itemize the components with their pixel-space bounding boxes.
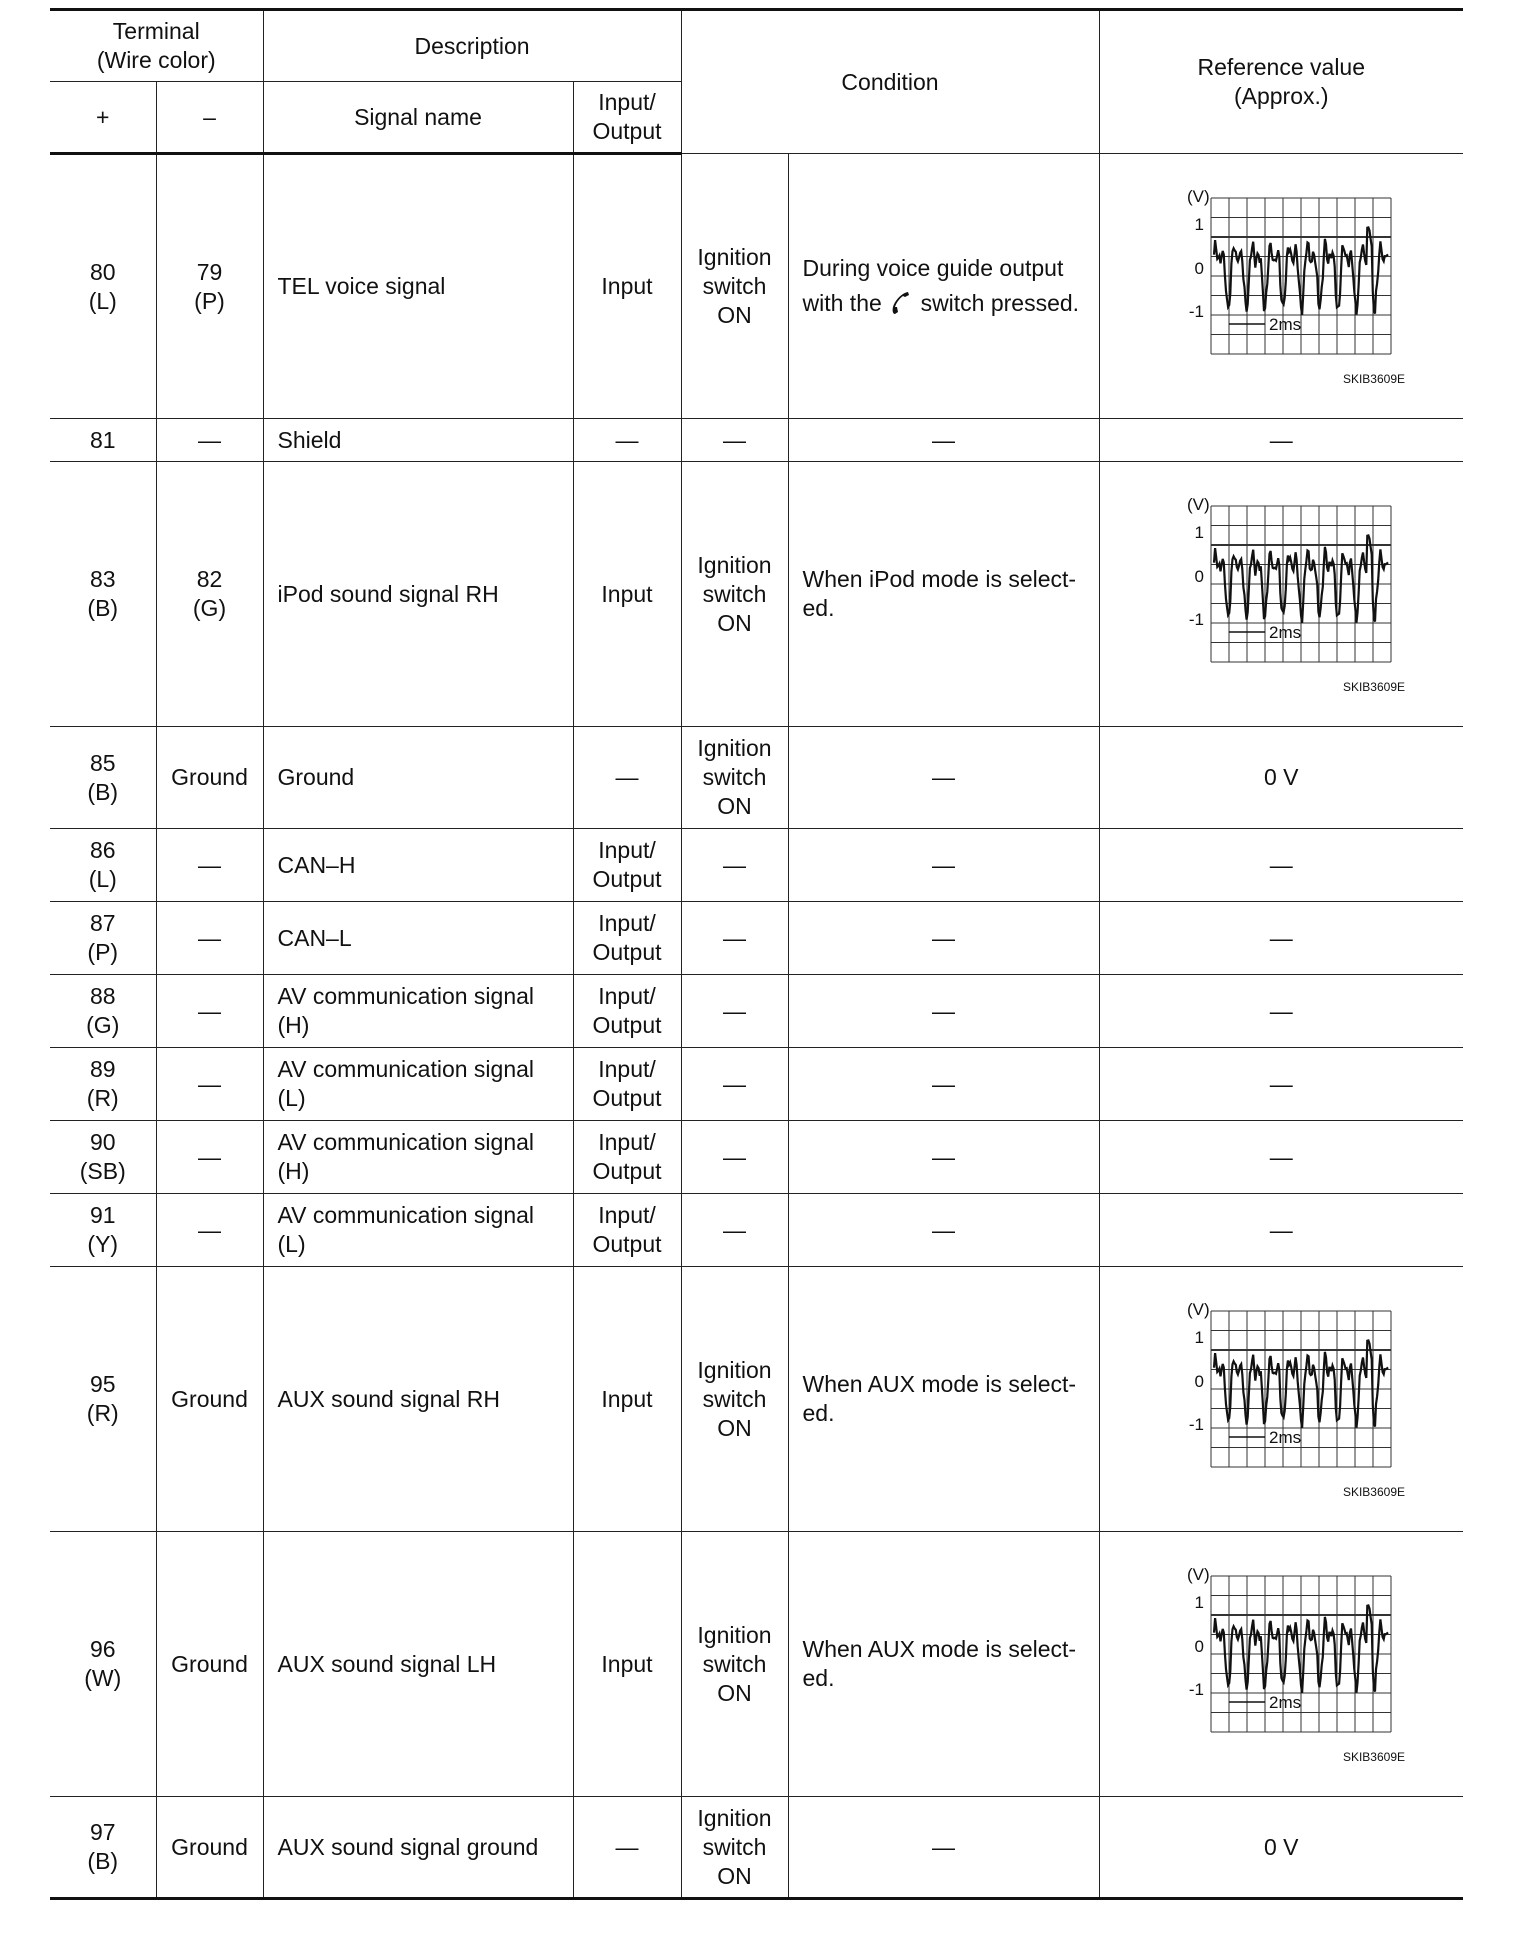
plus-terminal: 86 (L) (50, 829, 156, 902)
condition-detail: When iPod mode is select- ed. (788, 462, 1099, 727)
minus-terminal: — (156, 419, 263, 462)
condition-detail: — (788, 727, 1099, 829)
oscilloscope-waveform (1141, 1291, 1421, 1501)
y-tick-label: 0 (1194, 1636, 1205, 1656)
io-header: Input/ Output (573, 82, 681, 154)
minus-terminal: Ground (156, 727, 263, 829)
plus-terminal: 88 (G) (50, 975, 156, 1048)
condition-detail: — (788, 1797, 1099, 1899)
table-row (50, 1194, 1463, 1267)
waveform-figure (1141, 1556, 1421, 1766)
table-row (50, 1532, 1463, 1797)
signal-name: CAN–L (263, 902, 573, 975)
minus-terminal: Ground (156, 1267, 263, 1532)
table-row (50, 1797, 1463, 1899)
time-scale-label: 2ms (1269, 622, 1302, 642)
reference-value: — (1099, 902, 1463, 975)
waveform-figure (1141, 486, 1421, 696)
signal-name-header: Signal name (263, 82, 573, 154)
io-value: — (573, 419, 681, 462)
condition-switch: — (681, 1194, 788, 1267)
table-row (50, 419, 1463, 462)
minus-header: – (156, 82, 263, 154)
reference-value: — (1099, 1194, 1463, 1267)
condition-switch: Ignition switch ON (681, 1797, 788, 1899)
description-header: Description (263, 10, 681, 82)
condition-detail: — (788, 1194, 1099, 1267)
condition-switch: — (681, 829, 788, 902)
condition-detail: — (788, 1048, 1099, 1121)
signal-name: AUX sound signal LH (263, 1532, 573, 1797)
waveform-figure (1141, 178, 1421, 388)
condition-detail: — (788, 975, 1099, 1048)
condition-detail: During voice guide output with the switch pressed. (788, 154, 1099, 419)
time-scale-label: 2ms (1269, 1427, 1302, 1447)
table-row (50, 154, 1463, 419)
table-row (50, 829, 1463, 902)
y-tick-label: -1 (1189, 609, 1205, 629)
minus-terminal: — (156, 1048, 263, 1121)
io-value: Input (573, 1532, 681, 1797)
reference-value: — (1099, 1048, 1463, 1121)
figure-code: SKIB3609E (1343, 1484, 1406, 1499)
io-value: Input/ Output (573, 975, 681, 1048)
y-tick-label: -1 (1189, 1414, 1205, 1434)
table-row (50, 462, 1463, 727)
y-tick-label: 0 (1194, 258, 1205, 278)
y-tick-label: 0 (1194, 566, 1205, 586)
terminal-header: Terminal (Wire color) (50, 10, 263, 82)
io-value: Input/ Output (573, 1194, 681, 1267)
io-value: — (573, 727, 681, 829)
figure-code: SKIB3609E (1343, 679, 1406, 694)
reference-value-header: Reference value (Approx.) (1099, 10, 1463, 154)
figure-code: SKIB3609E (1343, 1749, 1406, 1764)
signal-name: AUX sound signal RH (263, 1267, 573, 1532)
reference-value: 0 V (1099, 727, 1463, 829)
reference-waveform (1099, 1267, 1463, 1532)
io-value: Input (573, 1267, 681, 1532)
unit-label: (V) (1187, 494, 1210, 514)
signal-name: Shield (263, 419, 573, 462)
plus-terminal: 90 (SB) (50, 1121, 156, 1194)
minus-terminal: — (156, 1121, 263, 1194)
condition-switch: Ignition switch ON (681, 462, 788, 727)
condition-switch: Ignition switch ON (681, 1267, 788, 1532)
io-value: Input (573, 462, 681, 727)
condition-switch: — (681, 975, 788, 1048)
y-tick-label: -1 (1189, 301, 1205, 321)
y-tick-label: 1 (1194, 1592, 1205, 1612)
minus-terminal: — (156, 902, 263, 975)
condition-switch: Ignition switch ON (681, 1532, 788, 1797)
signal-name: AV communication signal (H) (263, 975, 573, 1048)
condition-switch: — (681, 1048, 788, 1121)
signal-name: Ground (263, 727, 573, 829)
table-row (50, 727, 1463, 829)
reference-value: — (1099, 975, 1463, 1048)
minus-terminal: — (156, 829, 263, 902)
signal-name: AUX sound signal ground (263, 1797, 573, 1899)
plus-terminal: 95 (R) (50, 1267, 156, 1532)
table-row (50, 1121, 1463, 1194)
plus-terminal: 83 (B) (50, 462, 156, 727)
signal-name: CAN–H (263, 829, 573, 902)
table-row (50, 902, 1463, 975)
oscilloscope-waveform (1141, 486, 1421, 696)
y-tick-label: 0 (1194, 1371, 1205, 1391)
y-tick-label: 1 (1194, 522, 1205, 542)
condition-switch: Ignition switch ON (681, 727, 788, 829)
telephone-icon (888, 290, 914, 316)
unit-label: (V) (1187, 186, 1210, 206)
minus-terminal: — (156, 1194, 263, 1267)
plus-terminal: 80 (L) (50, 154, 156, 419)
plus-terminal: 91 (Y) (50, 1194, 156, 1267)
table-row (50, 975, 1463, 1048)
minus-terminal: Ground (156, 1797, 263, 1899)
plus-terminal: 85 (B) (50, 727, 156, 829)
oscilloscope-waveform (1141, 1556, 1421, 1766)
io-value: — (573, 1797, 681, 1899)
plus-terminal: 87 (P) (50, 902, 156, 975)
io-value: Input (573, 154, 681, 419)
plus-terminal: 96 (W) (50, 1532, 156, 1797)
condition-switch: — (681, 1121, 788, 1194)
header-row-1 (50, 10, 1463, 82)
terminal-spec-table (50, 8, 1463, 1900)
reference-waveform (1099, 1532, 1463, 1797)
reference-waveform (1099, 462, 1463, 727)
reference-value: — (1099, 1121, 1463, 1194)
condition-header: Condition (681, 10, 1099, 154)
io-value: Input/ Output (573, 1048, 681, 1121)
y-tick-label: -1 (1189, 1679, 1205, 1699)
oscilloscope-waveform (1141, 178, 1421, 388)
time-scale-label: 2ms (1269, 314, 1302, 334)
condition-switch: — (681, 902, 788, 975)
unit-label: (V) (1187, 1564, 1210, 1584)
plus-terminal: 89 (R) (50, 1048, 156, 1121)
plus-terminal: 97 (B) (50, 1797, 156, 1899)
minus-terminal: 82 (G) (156, 462, 263, 727)
condition-detail: — (788, 1121, 1099, 1194)
table-row (50, 1048, 1463, 1121)
reference-value: — (1099, 419, 1463, 462)
figure-code: SKIB3609E (1343, 371, 1406, 386)
condition-switch: — (681, 419, 788, 462)
condition-switch: Ignition switch ON (681, 154, 788, 419)
minus-terminal: — (156, 975, 263, 1048)
reference-waveform (1099, 154, 1463, 419)
condition-detail: When AUX mode is select- ed. (788, 1532, 1099, 1797)
y-tick-label: 1 (1194, 214, 1205, 234)
time-scale-label: 2ms (1269, 1692, 1302, 1712)
condition-detail: When AUX mode is select- ed. (788, 1267, 1099, 1532)
waveform-figure (1141, 1291, 1421, 1501)
io-value: Input/ Output (573, 829, 681, 902)
io-value: Input/ Output (573, 1121, 681, 1194)
signal-name: TEL voice signal (263, 154, 573, 419)
y-tick-label: 1 (1194, 1327, 1205, 1347)
io-value: Input/ Output (573, 902, 681, 975)
signal-name: AV communication signal (L) (263, 1194, 573, 1267)
condition-detail: — (788, 902, 1099, 975)
minus-terminal: 79 (P) (156, 154, 263, 419)
signal-name: AV communication signal (L) (263, 1048, 573, 1121)
reference-value: — (1099, 829, 1463, 902)
minus-terminal: Ground (156, 1532, 263, 1797)
plus-header: + (50, 82, 156, 154)
signal-name: iPod sound signal RH (263, 462, 573, 727)
unit-label: (V) (1187, 1299, 1210, 1319)
reference-value: 0 V (1099, 1797, 1463, 1899)
condition-detail: — (788, 829, 1099, 902)
signal-name: AV communication signal (H) (263, 1121, 573, 1194)
plus-terminal: 81 (50, 419, 156, 462)
condition-detail: — (788, 419, 1099, 462)
table-row (50, 1267, 1463, 1532)
